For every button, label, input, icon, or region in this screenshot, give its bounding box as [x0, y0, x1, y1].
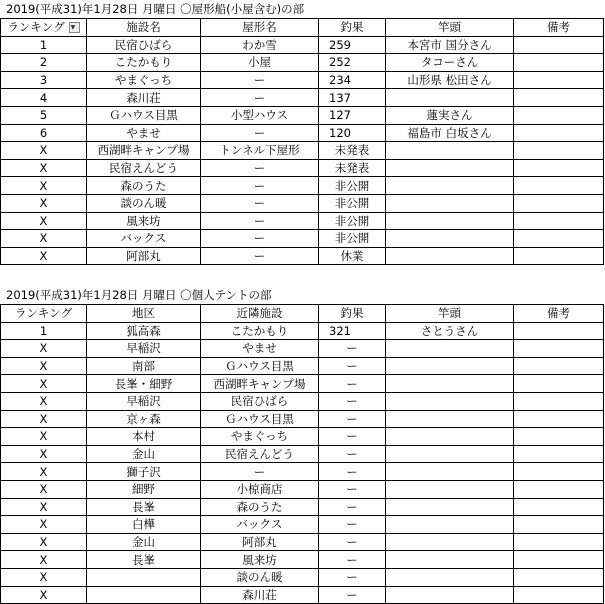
table-cell[interactable]: Ｇハウス目黒 [201, 410, 319, 428]
table-cell[interactable]: X [1, 533, 87, 551]
table-cell[interactable]: バックス [87, 230, 201, 248]
table-cell[interactable] [386, 568, 514, 586]
table-cell[interactable]: 234 [319, 71, 386, 89]
table-cell[interactable] [386, 375, 514, 393]
table-row [1, 142, 604, 160]
table-cell[interactable]: やませ [201, 340, 319, 358]
spacer-row [0, 266, 605, 286]
table-cell[interactable] [386, 586, 514, 604]
table-cell[interactable]: 本村 [87, 428, 201, 446]
table-cell[interactable]: 西湖畔キャンプ場 [87, 142, 201, 160]
table-cell[interactable]: 1 [1, 322, 87, 340]
section1-header-cell [201, 19, 319, 37]
table-cell[interactable]: X [1, 410, 87, 428]
table-row [1, 106, 604, 124]
table-cell[interactable] [386, 428, 514, 446]
table-row [1, 533, 604, 551]
section2-table [0, 304, 604, 604]
section1-header-row [1, 19, 604, 37]
table-cell[interactable]: X [1, 551, 87, 569]
table-row [1, 516, 604, 534]
table-cell[interactable]: ー [201, 89, 319, 107]
table-cell[interactable]: ー [319, 357, 386, 375]
table-cell[interactable]: 非公開 [319, 194, 386, 212]
section2-title: 2019(平成31)年1月28日 月曜日 〇個人テントの部 [6, 288, 272, 302]
table-cell[interactable] [514, 357, 604, 375]
table-row [1, 568, 604, 586]
section2-header-cell [87, 305, 201, 323]
table-cell[interactable] [514, 463, 604, 481]
table-cell[interactable]: ー [201, 177, 319, 195]
table-cell[interactable] [514, 124, 604, 142]
table-cell[interactable] [386, 516, 514, 534]
table-cell[interactable]: やまぐっち [87, 71, 201, 89]
table-row [1, 357, 604, 375]
table-cell[interactable] [514, 89, 604, 107]
table-cell[interactable]: 5 [1, 106, 87, 124]
table-cell[interactable]: 森川荘 [87, 89, 201, 107]
table-cell[interactable] [514, 142, 604, 160]
table-cell[interactable] [514, 586, 604, 604]
table-row [1, 410, 604, 428]
table-cell[interactable]: X [1, 463, 87, 481]
table-cell[interactable]: 120 [319, 124, 386, 142]
table-cell[interactable] [386, 410, 514, 428]
section2-header-label: ランキング [14, 306, 73, 321]
section1-header-label: 備考 [547, 20, 570, 35]
table-cell[interactable] [514, 533, 604, 551]
table-cell[interactable] [386, 392, 514, 410]
table-cell[interactable]: ー [201, 463, 319, 481]
table-cell[interactable]: ー [319, 375, 386, 393]
table-cell[interactable] [514, 340, 604, 358]
table-cell[interactable]: 民宿ひばら [201, 392, 319, 410]
table-cell[interactable]: ー [319, 428, 386, 446]
table-row [1, 124, 604, 142]
table-cell[interactable]: 民宿えんどう [87, 159, 201, 177]
table-row [1, 463, 604, 481]
table-cell[interactable] [514, 230, 604, 248]
table-cell[interactable]: 小椋商店 [201, 480, 319, 498]
table-cell[interactable]: 1 [1, 36, 87, 54]
table-cell[interactable]: X [1, 498, 87, 516]
table-cell[interactable]: 321 [319, 322, 386, 340]
table-cell[interactable]: さとうさん [386, 322, 514, 340]
table-row [1, 428, 604, 446]
table-cell[interactable]: タコーさん [386, 54, 514, 72]
table-cell[interactable] [386, 230, 514, 248]
table-cell[interactable]: X [1, 230, 87, 248]
table-cell[interactable]: 137 [319, 89, 386, 107]
table-cell[interactable]: 民宿えんどう [201, 445, 319, 463]
section2-header-cell [386, 305, 514, 323]
table-cell[interactable]: ー [319, 410, 386, 428]
table-cell[interactable]: 未発表 [319, 159, 386, 177]
table-cell[interactable]: バックス [201, 516, 319, 534]
table-row [1, 230, 604, 248]
table-cell[interactable]: ー [201, 159, 319, 177]
table-cell[interactable]: 森のうた [87, 177, 201, 195]
table-row [1, 586, 604, 604]
table-cell[interactable]: やまぐっち [201, 428, 319, 446]
table-cell[interactable]: こたかもり [87, 54, 201, 72]
table-cell[interactable] [514, 54, 604, 72]
section1-header-cell [514, 19, 604, 37]
table-cell[interactable] [514, 428, 604, 446]
table-cell[interactable]: ー [201, 71, 319, 89]
table-cell[interactable] [514, 445, 604, 463]
table-cell[interactable]: X [1, 428, 87, 446]
table-cell[interactable] [514, 322, 604, 340]
table-cell[interactable]: X [1, 586, 87, 604]
table-cell[interactable]: X [1, 194, 87, 212]
table-row [1, 194, 604, 212]
table-cell[interactable]: ー [201, 247, 319, 265]
section1-table [0, 18, 604, 265]
table-row [1, 498, 604, 516]
section2-header-label: 竿頭 [438, 306, 461, 321]
table-cell[interactable]: X [1, 212, 87, 230]
section1-header-label: ランキング [7, 20, 65, 35]
table-cell[interactable]: 京ヶ森 [87, 410, 201, 428]
table-cell[interactable]: ー [319, 498, 386, 516]
table-cell[interactable] [514, 480, 604, 498]
table-cell[interactable]: 狐高森 [87, 322, 201, 340]
table-cell[interactable] [514, 71, 604, 89]
table-cell[interactable] [386, 212, 514, 230]
table-cell[interactable] [514, 247, 604, 265]
table-row [1, 322, 604, 340]
table-cell[interactable]: 森川荘 [201, 586, 319, 604]
table-cell[interactable]: 森のうた [201, 498, 319, 516]
table-cell[interactable]: X [1, 177, 87, 195]
table-cell[interactable] [87, 568, 201, 586]
table-cell[interactable] [386, 498, 514, 516]
section1-header-cell [386, 19, 514, 37]
section1-header-label: 施設名 [126, 20, 161, 35]
table-cell[interactable] [386, 89, 514, 107]
table-cell[interactable]: 長峯 [87, 498, 201, 516]
table-cell[interactable] [514, 498, 604, 516]
table-cell[interactable] [514, 516, 604, 534]
table-row [1, 551, 604, 569]
table-cell[interactable]: ー [319, 463, 386, 481]
table-cell[interactable] [386, 340, 514, 358]
section2-header-cell [201, 305, 319, 323]
table-cell[interactable]: 福島市 白坂さん [386, 124, 514, 142]
table-cell[interactable]: 談のん暖 [87, 194, 201, 212]
table-row [1, 71, 604, 89]
table-cell[interactable]: 阿部丸 [87, 247, 201, 265]
table-cell[interactable]: 休業 [319, 247, 386, 265]
table-cell[interactable] [386, 445, 514, 463]
table-cell[interactable]: 早稲沢 [87, 392, 201, 410]
table-cell[interactable] [386, 194, 514, 212]
table-cell[interactable]: 127 [319, 106, 386, 124]
table-cell[interactable]: 長峯 [87, 551, 201, 569]
table-cell[interactable] [386, 142, 514, 160]
table-cell[interactable]: わか雪 [201, 36, 319, 54]
table-cell[interactable]: ー [319, 533, 386, 551]
table-cell[interactable] [386, 159, 514, 177]
table-cell[interactable]: 風来坊 [201, 551, 319, 569]
section2-header-label: 備考 [547, 306, 570, 321]
table-cell[interactable]: X [1, 357, 87, 375]
table-cell[interactable]: 風来坊 [87, 212, 201, 230]
table-row [1, 480, 604, 498]
table-cell[interactable]: 山形県 松田さん [386, 71, 514, 89]
table-cell[interactable]: 白樺 [87, 516, 201, 534]
table-cell[interactable] [514, 177, 604, 195]
table-cell[interactable]: 民宿ひばら [87, 36, 201, 54]
table-row [1, 89, 604, 107]
section2-header-cell [514, 305, 604, 323]
table-cell[interactable]: 非公開 [319, 212, 386, 230]
table-cell[interactable]: 3 [1, 71, 87, 89]
table-cell[interactable]: 252 [319, 54, 386, 72]
table-cell[interactable]: X [1, 480, 87, 498]
section2-header-row [1, 305, 604, 323]
table-cell[interactable]: ー [319, 568, 386, 586]
table-cell[interactable]: 阿部丸 [201, 533, 319, 551]
table-cell[interactable]: 長峯・細野 [87, 375, 201, 393]
table-cell[interactable]: 談のん暖 [201, 568, 319, 586]
table-cell[interactable]: X [1, 568, 87, 586]
section1-header-label: 屋形名 [242, 20, 277, 35]
table-cell[interactable]: 南部 [87, 357, 201, 375]
section2-header-label: 釣果 [340, 306, 364, 321]
section1-header-label: 竿頭 [438, 20, 461, 35]
table-cell[interactable]: 獅子沢 [87, 463, 201, 481]
table-cell[interactable]: 本宮市 国分さん [386, 36, 514, 54]
table-cell[interactable]: 金山 [87, 445, 201, 463]
table-cell[interactable] [386, 551, 514, 569]
table-row [1, 159, 604, 177]
table-cell[interactable]: 未発表 [319, 142, 386, 160]
table-cell[interactable]: ー [201, 230, 319, 248]
table-cell[interactable] [87, 586, 201, 604]
table-row [1, 247, 604, 265]
table-cell[interactable] [386, 463, 514, 481]
table-cell[interactable]: 蓮実さん [386, 106, 514, 124]
table-cell[interactable]: X [1, 340, 87, 358]
table-cell[interactable]: X [1, 516, 87, 534]
table-cell[interactable]: ー [319, 340, 386, 358]
table-cell[interactable]: ー [319, 392, 386, 410]
table-cell[interactable] [386, 480, 514, 498]
table-row [1, 36, 604, 54]
table-cell[interactable]: ー [319, 586, 386, 604]
table-cell[interactable]: ー [319, 516, 386, 534]
table-cell[interactable]: X [1, 247, 87, 265]
section1-header-cell [87, 19, 201, 37]
table-cell[interactable]: 6 [1, 124, 87, 142]
table-cell[interactable] [514, 106, 604, 124]
table-cell[interactable]: X [1, 375, 87, 393]
table-row [1, 212, 604, 230]
section1-header-cell [319, 19, 386, 37]
table-cell[interactable]: X [1, 392, 87, 410]
table-cell[interactable] [514, 568, 604, 586]
table-cell[interactable]: X [1, 142, 87, 160]
table-cell[interactable] [386, 533, 514, 551]
section1-header-label: 釣果 [340, 20, 364, 35]
section1-title: 2019(平成31)年1月28日 月曜日 〇屋形船(小屋含む)の部 [6, 2, 305, 16]
table-cell[interactable]: 小屋 [201, 54, 319, 72]
table-cell[interactable]: X [1, 445, 87, 463]
table-row [1, 54, 604, 72]
table-cell[interactable]: 2 [1, 54, 87, 72]
table-cell[interactable]: ー [201, 194, 319, 212]
section1-header-cell [1, 19, 87, 37]
section2-header-label: 地区 [132, 306, 155, 321]
section2-header-cell [319, 305, 386, 323]
table-row [1, 392, 604, 410]
table-cell[interactable]: ー [201, 212, 319, 230]
table-cell[interactable]: ー [201, 124, 319, 142]
table-cell[interactable]: トンネル下屋形 [201, 142, 319, 160]
table-cell[interactable]: こたかもり [201, 322, 319, 340]
section2-header-label: 近隣施設 [236, 306, 283, 321]
table-cell[interactable] [514, 194, 604, 212]
table-cell[interactable] [386, 247, 514, 265]
table-cell[interactable] [514, 392, 604, 410]
table-cell[interactable]: 金山 [87, 533, 201, 551]
table-row [1, 177, 604, 195]
table-cell[interactable]: やませ [87, 124, 201, 142]
table-cell[interactable]: 早稲沢 [87, 340, 201, 358]
table-cell[interactable]: X [1, 159, 87, 177]
table-row [1, 375, 604, 393]
table-cell[interactable]: ー [319, 445, 386, 463]
table-cell[interactable] [386, 177, 514, 195]
table-cell[interactable]: Ｇハウス目黒 [87, 106, 201, 124]
table-cell[interactable]: 259 [319, 36, 386, 54]
table-cell[interactable]: 小型ハウス [201, 106, 319, 124]
table-cell[interactable] [514, 36, 604, 54]
table-cell[interactable]: ー [319, 551, 386, 569]
table-cell[interactable] [514, 212, 604, 230]
table-row [1, 340, 604, 358]
section2-header-cell [1, 305, 87, 323]
table-cell[interactable] [514, 375, 604, 393]
table-cell[interactable]: 西湖畔キャンプ場 [201, 375, 319, 393]
table-cell[interactable] [514, 410, 604, 428]
table-cell[interactable]: Ｇハウス目黒 [201, 357, 319, 375]
table-cell[interactable]: 細野 [87, 480, 201, 498]
table-cell[interactable] [514, 159, 604, 177]
table-cell[interactable]: ー [319, 480, 386, 498]
table-cell[interactable]: 非公開 [319, 230, 386, 248]
table-cell[interactable] [386, 357, 514, 375]
table-cell[interactable]: 非公開 [319, 177, 386, 195]
filter-dropdown-icon[interactable] [69, 22, 80, 33]
table-cell[interactable] [514, 551, 604, 569]
table-cell[interactable]: 4 [1, 89, 87, 107]
table-row [1, 445, 604, 463]
